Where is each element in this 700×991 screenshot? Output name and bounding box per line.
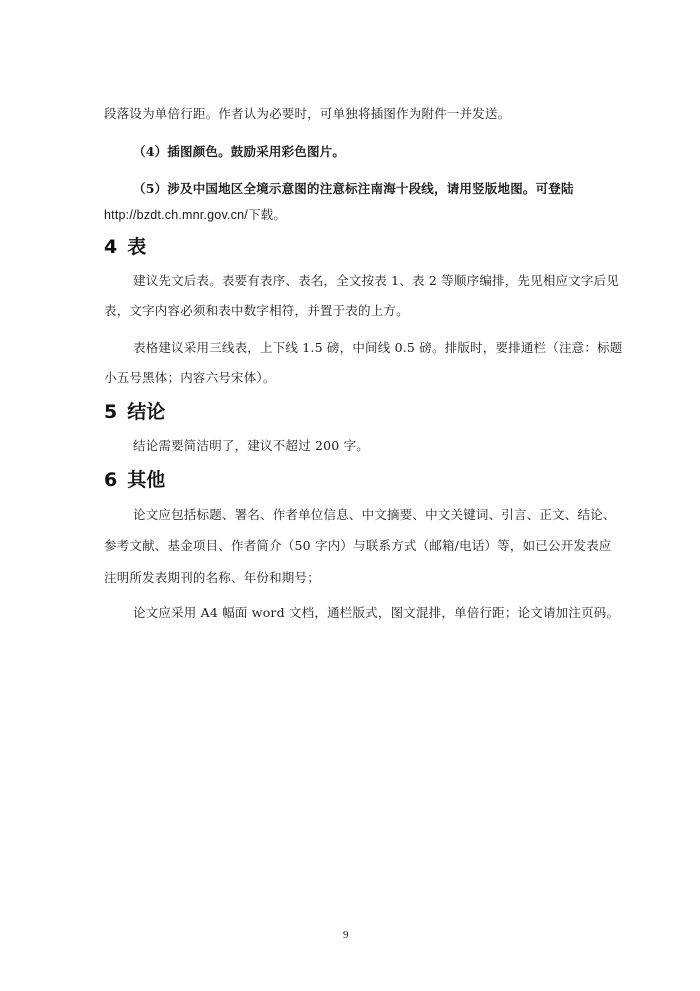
conclusion-paragraph: 结论需要简洁明了，建议不超过 200 字。: [133, 438, 370, 453]
map-download-suffix: 下载。: [247, 207, 287, 222]
tables-paragraph-1-line-1: 建议先文后表。表要有表序、表名，全文按表 1、表 2 等顺序编排，先见相应文字后见: [133, 273, 620, 288]
section-heading-other: [104, 468, 165, 492]
section-number: 6: [104, 469, 118, 491]
other-paragraph-1-line-3: 注明所发表期刊的名称、年份和期号；: [104, 570, 320, 585]
section-title: 其他: [127, 469, 166, 491]
other-paragraph-1-line-2: 参考文献、基金项目、作者简介（50 字内）与联系方式（邮箱/电话）等，如已公开发表应: [104, 538, 612, 553]
other-paragraph-2: 论文应采用 A4 幅面 word 文档，通栏版式，图文混排，单倍行距；论文请加注页码。: [133, 605, 620, 620]
line-spacing-paragraph-end: 段落设为单倍行距。作者认为必要时，可单独将插图作为附件一并发送。: [104, 106, 511, 121]
other-paragraph-1-line-1: 论文应包括标题、署名、作者单位信息、中文摘要、中文关键词、引言、正文、结论、: [133, 507, 616, 522]
figure-color-item: （4）插图颜色。鼓励采用彩色图片。: [133, 144, 346, 159]
page-number: 9: [343, 929, 349, 941]
section-heading-tables: [104, 235, 146, 259]
section-title: 结论: [127, 401, 166, 423]
section-title: 表: [127, 236, 147, 258]
tables-paragraph-1-line-2: 表，文字内容必须和表中数字相符，并置于表的上方。: [104, 303, 409, 318]
section-number: 4: [104, 236, 118, 258]
section-heading-conclusion: [104, 400, 165, 424]
map-boundary-item: （5）涉及中国地区全境示意图的注意标注南海十段线，请用竖版地图。可登陆: [133, 181, 574, 196]
map-download-url[interactable]: http://bzdt.ch.mnr.gov.cn/: [104, 208, 248, 222]
tables-paragraph-2-line-1: 表格建议采用三线表，上下线 1.5 磅，中间线 0.5 磅。排版时，要排通栏（注意：标题: [133, 340, 623, 355]
tables-paragraph-2-line-2: 小五号黑体；内容六号宋体）。: [104, 370, 276, 385]
section-number: 5: [104, 401, 118, 423]
map-download-line: [104, 207, 286, 223]
